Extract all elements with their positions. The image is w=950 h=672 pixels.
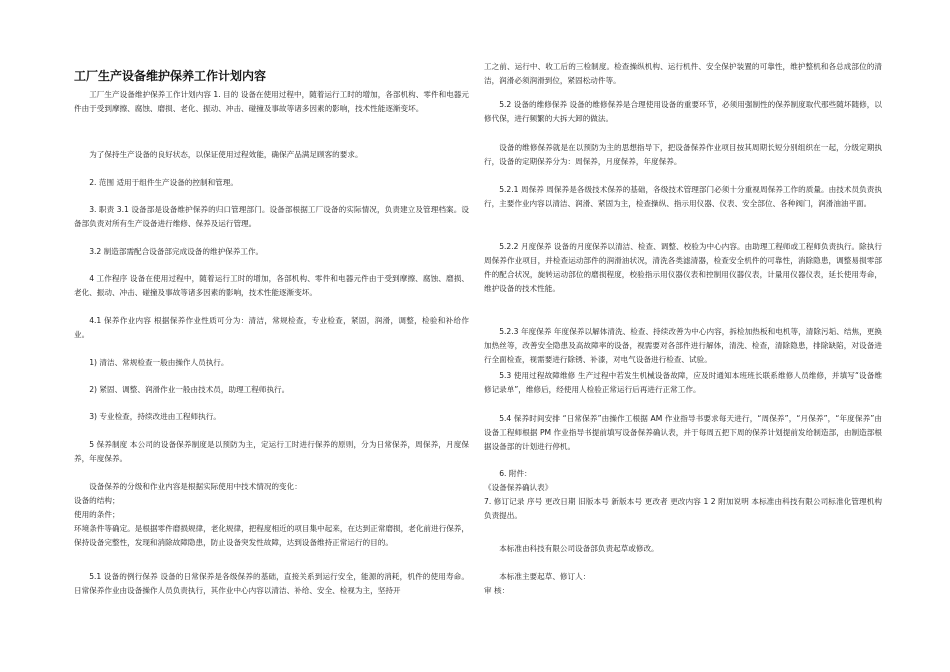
left-paragraph: 5.1 设备的例行保养 设备的日常保养是各级保养的基础，直接关系到运行安全，能源的消耗，机件的使用寿命。日常保养作业由设备操作人员负责执行，其作业中心内容以清洁、补给、安全、检视为主，坚持开 [74, 572, 469, 595]
left-paragraph: 3.2 制造部需配合设备部完成设备的维护保养工作。 [89, 247, 264, 256]
left-paragraph: 设备保养的分级和作业内容是根据实际使用中技术情况的变化： [89, 482, 302, 491]
right-paragraph: 5.2.2 月度保养 设备的月度保养以清洁、检查、调整、校验为中心内容。由助理工程师或工程师负责执行。除执行周保养作业项目，并检查运动部件的润滑油状况，清洗各类滤清器，检查安全机件的可靠性，消除隐患，调整易损零部件的配合状况，旋转运动部位的磨损程度，校验指示用仪器仪表和控制用仪器仪表，计量用仪器仪表，延长使用寿命，维护设备的技术性能。 [484, 242, 882, 293]
left-paragraph: 为了保持生产设备的良好状态，以保证使用过程效能，确保产品满足顾客的要求。 [89, 150, 363, 159]
left-paragraph: 环境条件等确定。是根据零件磨损规律，老化规律，把程度相近的项目集中起来，在达到正常磨损，老化前进行保养，保持设备完整性，发现和消除故障隐患，防止设备突发性故障，达到设备维持正常运行的目的。 [74, 524, 469, 547]
left-paragraph: 2) 紧固、调整、润滑作业一般由技术员，助理工程师执行。 [89, 385, 290, 394]
right-paragraph: 设备的维修保养就是在以预防为主的思想指导下，把设备保养作业项目按其周期长短分别组织在一起，分级定期执行，设备的定期保养分为：周保养，月度保养，年度保养。 [484, 143, 882, 166]
left-paragraph: 工厂生产设备维护保养工作计划内容 1. 目的 设备在使用过程中，随着运行工时的增加，各部机构、零件和电器元件由于受到摩擦、腐蚀、磨损、老化、振动、冲击、碰撞及事故等诸多因素的影响，技术性能逐渐变坏。 [74, 90, 469, 113]
left-paragraph: 5 保养制度 本公司的设备保养制度是以预防为主，定运行工时进行保养的原则，分为日常保养，周保养，月度保养，年度保养。 [74, 440, 469, 463]
right-paragraph: 审 核： [484, 586, 510, 595]
right-paragraph: 工之前、运行中、收工后的三检制度。检查操纵机构、运行机件、安全保护装置的可靠性，维护整机和各总成部位的清洁，润滑必须润滑到位，紧固松动件等。 [484, 62, 882, 85]
left-paragraph: 设备的结构； [74, 496, 120, 505]
right-paragraph: 5.2.1 周保养 周保养是各级技术保养的基础，各级技术管理部门必须十分重视周保养工作的质量。由技术员负责执行，主要作业内容以清洁、润滑、紧固为主，检查操纵、指示用仪器、仪表、安全部位、各种阀门，润滑油油平面。 [484, 185, 882, 208]
right-paragraph: 5.2.3 年度保养 年度保养以解体清洗、检查、持续改善为中心内容，拆检加热板和电机等，清除污垢、结焦，更换加热丝等，改善安全隐患及高故障率的设备，视需要对各部件进行解体，清洗、检查，清除隐患，排除缺陷，对设备进行全面检查，视需要进行除锈、补漆，对电气设备进行检查、试验。 [484, 327, 882, 364]
document-title: 工厂生产设备维护保养工作计划内容 [74, 69, 267, 83]
left-paragraph: 3. 职责 3.1 设备部是设备维护保养的归口管理部门。设备部根据工厂设备的实际情况，负责建立及管理档案。设备部负责对所有生产设备进行维修、保养及运行管理。 [74, 205, 469, 228]
left-paragraph: 2. 范围 适用于组件生产设备的控制和管理。 [89, 178, 238, 187]
right-paragraph: 5.2 设备的维修保养 设备的维修保养是合理使用设备的重要环节，必须用强制性的保养制度取代那些随坏随修，以修代保，进行频繁的大拆大卸的做法。 [484, 100, 882, 123]
right-paragraph: 《设备保养确认表》 [484, 483, 553, 492]
right-paragraph: 5.3 使用过程故障维修 生产过程中若发生机械设备故障，应及时通知本班班长联系维修人员维修，并填写“设备维修记录单”，维修后，经使用人检验正常运行后再进行正常工作。 [484, 371, 882, 394]
right-paragraph: 6. 附件： [499, 469, 532, 478]
right-paragraph: 5.4 保养时间安排 “日常保养”由操作工根据 AM 作业指导书要求每天进行，“周保养”，“月保养”，“年度保养”由设备工程师根据 PM 作业指导书提前填写设备保养确认表，并于每周五把下周的保养计划提前发给制造部，由制造部根据设备部的计划进行停机。 [484, 414, 882, 451]
left-paragraph: 3) 专业检查，持续改进由工程师执行。 [89, 412, 221, 421]
right-paragraph: 本标准由科技有限公司设备部负责起草或修改。 [499, 544, 659, 553]
left-paragraph: 4.1 保养作业内容 根据保养作业性质可分为：清洁，常规检查，专业检查，紧固，润滑，调整，检验和补给作业。 [74, 316, 469, 339]
left-paragraph: 1) 清洁、常规检查一般由操作人员执行。 [89, 358, 229, 367]
right-paragraph: 本标准主要起草、修订人： [499, 572, 591, 581]
left-paragraph: 4 工作程序 设备在使用过程中，随着运行工时的增加，各部机构、零件和电器元件由于受到摩擦、腐蚀、磨损、老化、振动、冲击、碰撞及事故等诸多因素的影响，技术性能逐渐变坏。 [74, 274, 469, 297]
left-paragraph: 使用的条件； [74, 510, 120, 519]
right-paragraph: 7. 修订记录 序号 更改日期 旧版本号 新版本号 更改者 更改内容 1 2 附加说明 本标准由科技有限公司标准化管理机构负责提出。 [484, 497, 882, 520]
